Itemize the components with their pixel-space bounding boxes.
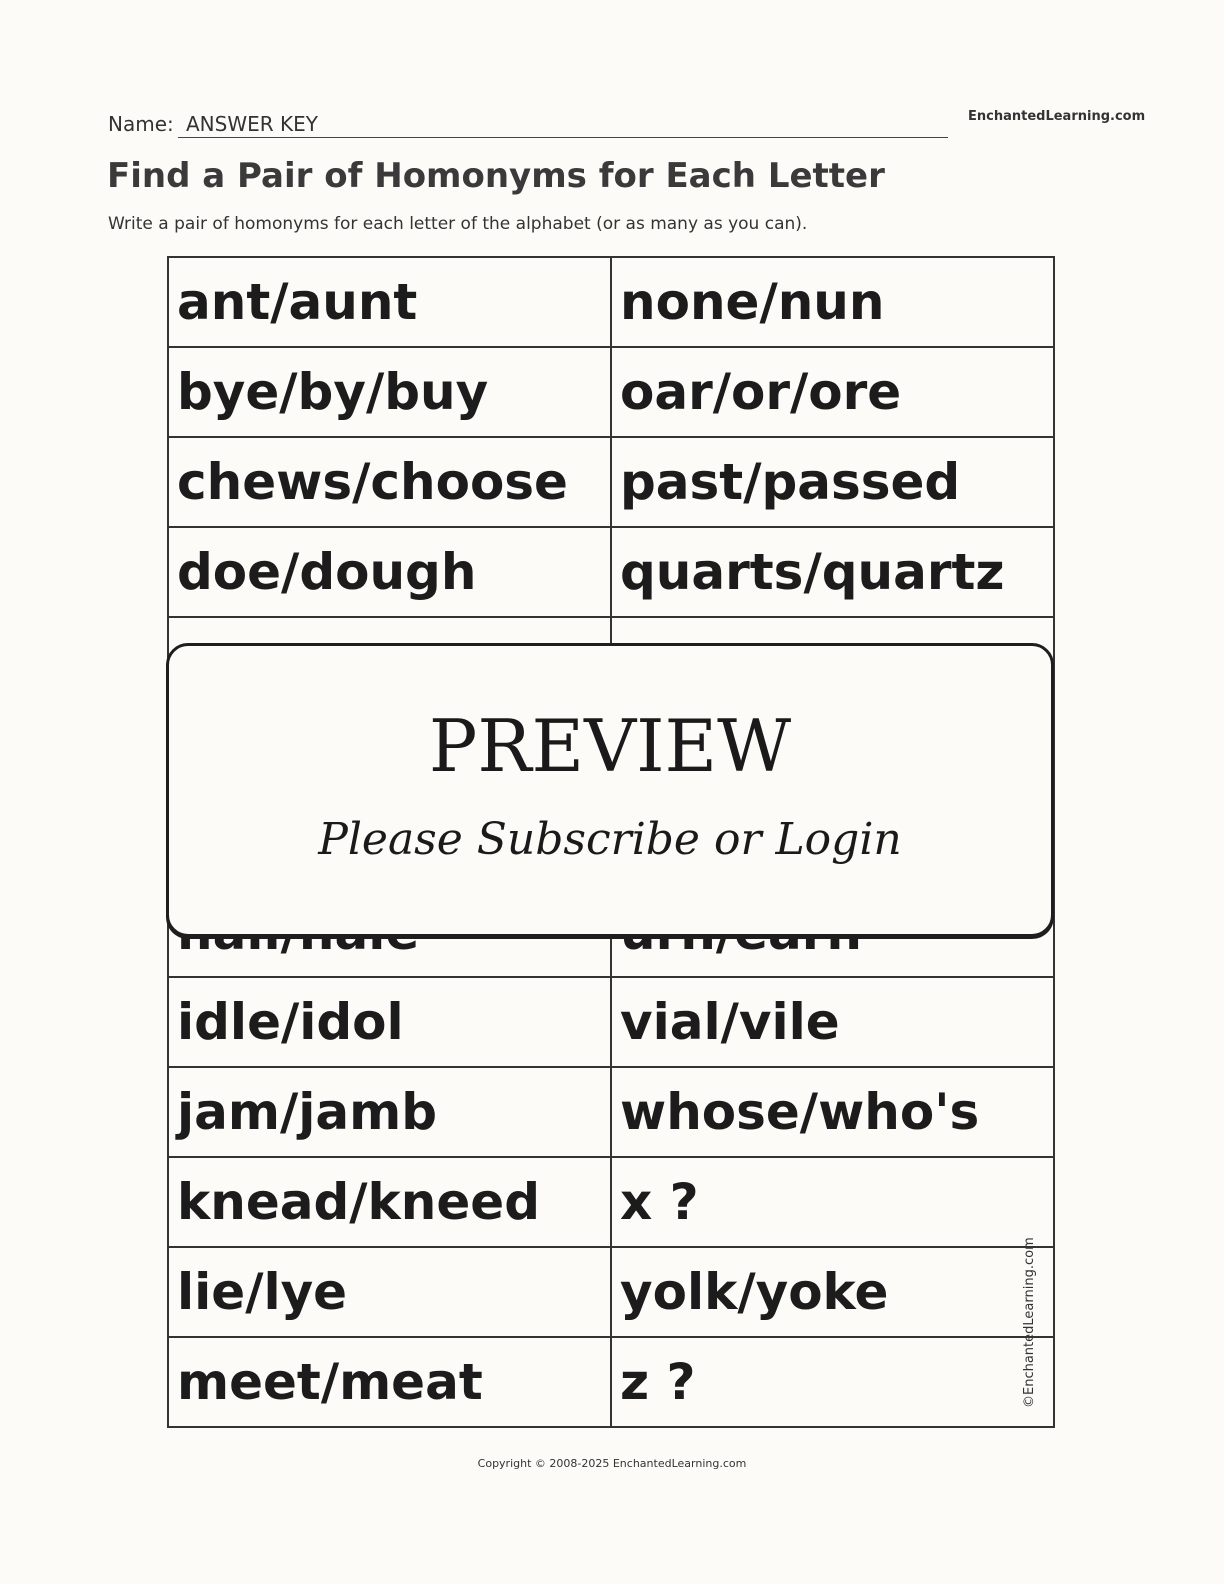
table-row: [168, 347, 1054, 437]
answer-cell-right: whose/who's: [611, 1067, 1054, 1157]
answer-cell-right: past/passed: [611, 437, 1054, 527]
preview-overlay: [166, 643, 1054, 937]
name-field: [178, 110, 948, 138]
answer-cell-left: doe/dough: [168, 527, 611, 617]
answer-cell-right: quarts/quartz: [611, 527, 1054, 617]
answer-cell-right: yolk/yoke: [611, 1247, 1054, 1337]
side-watermark: ©EnchantedLearning.com: [1022, 1237, 1037, 1408]
site-name: EnchantedLearning.com: [968, 109, 1146, 124]
preview-title: PREVIEW: [428, 704, 792, 788]
table-row: [168, 977, 1054, 1067]
answer-cell-right: x ?: [611, 1157, 1054, 1247]
name-row: [108, 110, 948, 140]
answer-cell-left: idle/idol: [168, 977, 611, 1067]
preview-subtitle: Please Subscribe or Login: [318, 814, 902, 865]
answer-cell-right: none/nun: [611, 257, 1054, 347]
answer-cell-right: oar/or/ore: [611, 347, 1054, 437]
name-label: Name:: [108, 112, 174, 136]
answer-cell-left: jam/jamb: [168, 1067, 611, 1157]
page-title: Find a Pair of Homonyms for Each Letter: [107, 156, 885, 196]
table-row: [168, 1067, 1054, 1157]
table-row: [168, 1157, 1054, 1247]
answer-cell-left: meet/meat: [168, 1337, 611, 1427]
copyright: Copyright © 2008-2025 EnchantedLearning.com: [477, 1457, 747, 1470]
instructions: Write a pair of homonyms for each letter of the alphabet (or as many as you can).: [108, 214, 808, 234]
table-row: [168, 1247, 1054, 1337]
table-row: [168, 527, 1054, 617]
table-row: [168, 257, 1054, 347]
answer-cell-left: ant/aunt: [168, 257, 611, 347]
answer-cell-left: lie/lye: [168, 1247, 611, 1337]
answer-cell-right: vial/vile: [611, 977, 1054, 1067]
answer-cell-right: z ?: [611, 1337, 1054, 1427]
table-row: [168, 437, 1054, 527]
table-row: [168, 1337, 1054, 1427]
answer-cell-left: chews/choose: [168, 437, 611, 527]
answer-cell-left: bye/by/buy: [168, 347, 611, 437]
name-value: ANSWER KEY: [186, 112, 318, 136]
answer-cell-left: knead/kneed: [168, 1157, 611, 1247]
